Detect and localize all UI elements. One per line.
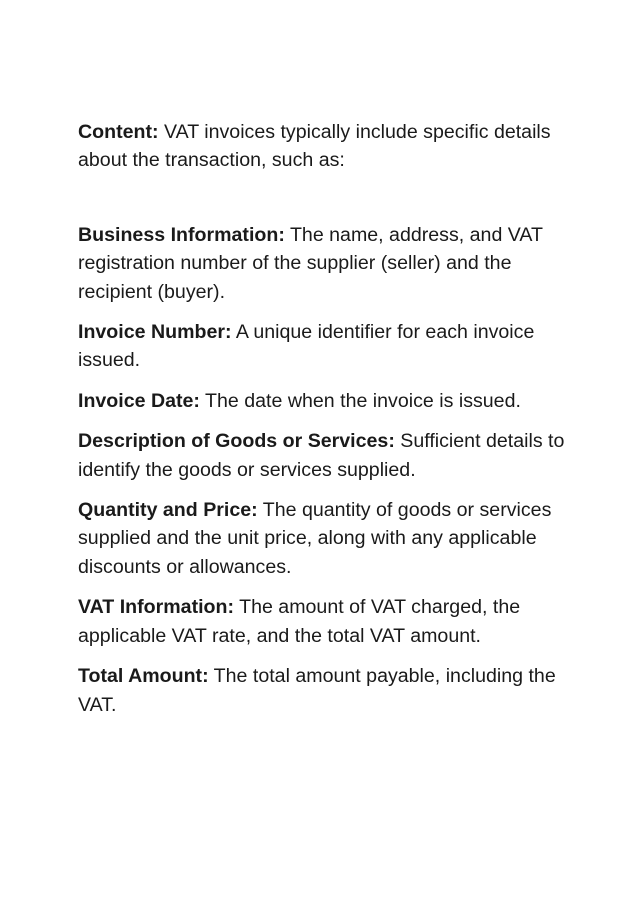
item-text: The name, address, and VAT registration number of the supplier (seller) and the recipient (buyer).	[78, 223, 543, 303]
item-total-amount	[78, 662, 568, 719]
item-label: Description of Goods or Services:	[78, 430, 395, 453]
intro-text: VAT invoices typically include specific details about the transaction, such as:	[78, 121, 551, 172]
item-label: Total Amount:	[78, 665, 209, 688]
item-description-of-goods	[78, 427, 568, 484]
document-body	[78, 118, 568, 731]
item-text: The total amount payable, including the VAT.	[78, 665, 556, 716]
item-label: Invoice Date:	[78, 389, 200, 412]
item-text: Sufficient details to identify the goods or services supplied.	[78, 430, 565, 481]
item-text: The amount of VAT charged, the applicable VAT rate, and the total VAT amount.	[78, 596, 521, 647]
item-text: The quantity of goods or services supplied and the unit price, along with any applicable discounts or allowances.	[78, 499, 552, 578]
item-vat-information	[78, 593, 568, 650]
item-label: Invoice Number:	[78, 321, 232, 344]
item-label: Business Information:	[78, 223, 285, 246]
item-text: The date when the invoice is issued.	[199, 389, 521, 412]
intro-label: Content:	[78, 121, 159, 143]
intro-paragraph	[78, 118, 568, 175]
item-invoice-number	[78, 318, 568, 375]
item-label: Quantity and Price:	[78, 499, 258, 522]
item-text: A unique identifier for each invoice issued.	[78, 321, 535, 372]
item-invoice-date	[78, 387, 568, 415]
item-label: VAT Information:	[78, 596, 235, 619]
item-quantity-and-price	[78, 496, 568, 581]
item-business-information	[78, 221, 568, 306]
